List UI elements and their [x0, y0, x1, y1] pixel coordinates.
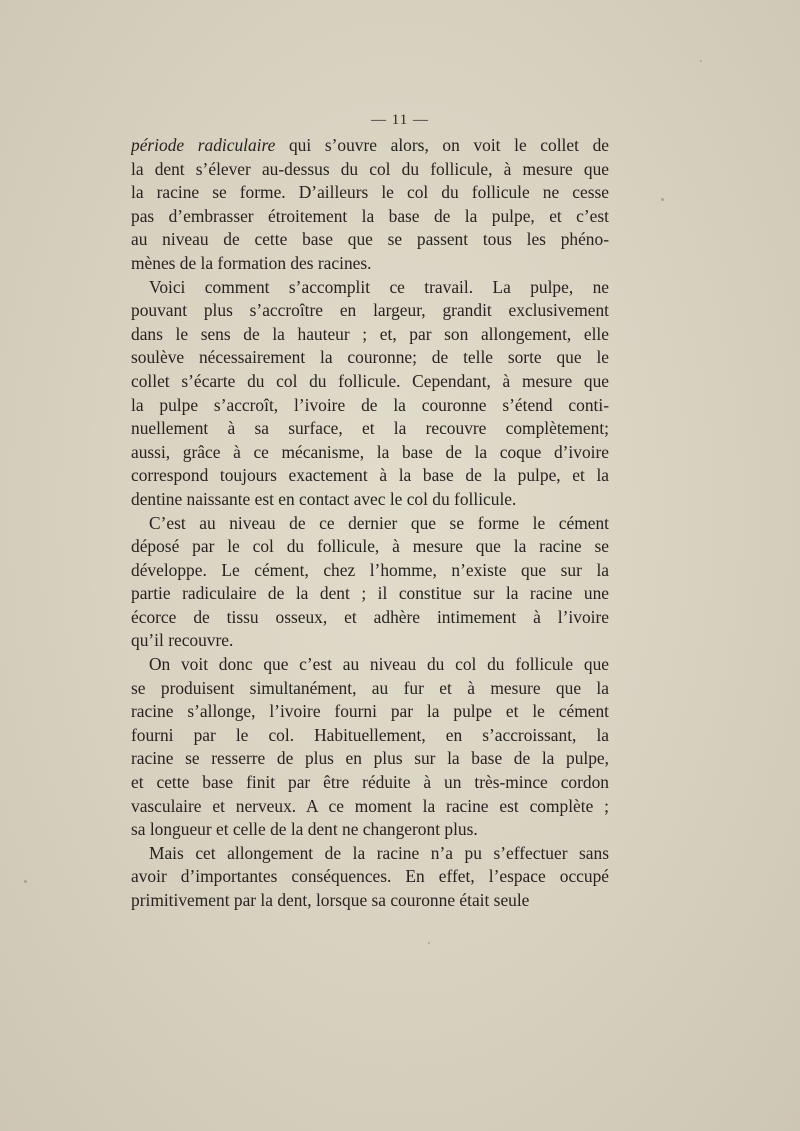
text-line	[131, 771, 609, 795]
text-line	[131, 747, 609, 771]
text-line	[131, 582, 609, 606]
line-text: fourni par le col. Habituellement, en s’accroissant, la	[131, 724, 609, 745]
text-line	[131, 559, 609, 583]
text-line	[131, 865, 609, 889]
text-line	[131, 276, 609, 300]
text-line	[131, 818, 609, 842]
paper-speck	[700, 60, 702, 62]
paragraph	[131, 134, 609, 276]
paper-speck	[661, 198, 664, 201]
page-number: — 11 —	[371, 112, 429, 128]
text-line	[131, 417, 609, 441]
text-line	[131, 629, 609, 653]
text-line	[131, 889, 609, 913]
text-line	[131, 394, 609, 418]
line-text: C’est au niveau de ce dernier que se forme le cément	[149, 512, 609, 533]
line-text: au niveau de cette base que se passent tous les phéno-	[131, 229, 609, 250]
line-text: Voici comment s’accomplit ce travail. La pulpe, ne	[149, 276, 609, 297]
line-text: pas d’embrasser étroitement la base de la pulpe, et c’est	[131, 205, 609, 226]
line-text: la pulpe s’accroît, l’ivoire de la couronne s’étend conti-	[131, 394, 609, 415]
text-line	[131, 134, 609, 158]
text-line	[131, 677, 609, 701]
line-text: qui s’ouvre alors, on voit le collet de	[275, 135, 609, 155]
line-text: la dent s’élever au-dessus du col du follicule, à mesure que	[131, 158, 609, 179]
line-text: développe. Le cément, chez l’homme, n’existe que sur la	[131, 559, 609, 580]
line-text: racine s’allonge, l’ivoire fourni par la pulpe et le cément	[131, 701, 609, 722]
line-text: partie radiculaire de la dent ; il constitue sur la racine une	[131, 583, 609, 604]
paper-speck	[24, 880, 27, 883]
text-line	[131, 535, 609, 559]
line-text: soulève nécessairement la couronne; de telle sorte que le	[131, 347, 609, 368]
text-line	[131, 653, 609, 677]
line-text: vasculaire et nerveux. A ce moment la racine est complète ;	[131, 795, 609, 816]
line-text: collet s’écarte du col du follicule. Cependant, à mesure que	[131, 370, 609, 391]
line-text: Mais cet allongement de la racine n’a pu s’effectuer sans	[149, 842, 609, 863]
line-text: qu’il recouvre.	[131, 630, 234, 651]
line-text: dans le sens de la hauteur ; et, par son allongement, elle	[131, 323, 609, 344]
text-line	[131, 346, 609, 370]
body-text	[131, 134, 609, 913]
line-text: pouvant plus s’accroître en largeur, grandit exclusivement	[131, 300, 609, 321]
paragraph	[131, 276, 609, 512]
text-line	[131, 488, 609, 512]
line-text: primitivement par la dent, lorsque sa couronne était seule	[131, 890, 530, 910]
line-text: aussi, grâce à ce mécanisme, la base de la coque d’ivoire	[131, 441, 609, 462]
line-text: écorce de tissu osseux, et adhère intimement à l’ivoire	[131, 606, 609, 627]
text-line	[131, 464, 609, 488]
text-line	[131, 724, 609, 748]
line-text: mènes de la formation des racines.	[131, 252, 372, 273]
paper-speck	[428, 942, 430, 944]
text-line	[131, 842, 609, 866]
line-text: racine se resserre de plus en plus sur la base de la pulpe,	[131, 748, 609, 769]
text-line	[131, 606, 609, 630]
line-text: sa longueur et celle de la dent ne changeront plus.	[131, 819, 478, 840]
line-text: et cette base finit par être réduite à un très-mince cordon	[131, 772, 609, 793]
line-text: la racine se forme. D’ailleurs le col du follicule ne cesse	[131, 182, 609, 203]
line-text: se produisent simultanément, au fur et à mesure que la	[131, 677, 609, 698]
text-line	[131, 181, 609, 205]
line-text: déposé par le col du follicule, à mesure que la racine se	[131, 536, 609, 557]
text-line	[131, 228, 609, 252]
text-line	[131, 370, 609, 394]
text-line	[131, 205, 609, 229]
text-line	[131, 158, 609, 182]
text-line	[131, 299, 609, 323]
paragraph	[131, 653, 609, 842]
italic-term: période radiculaire	[131, 135, 276, 155]
text-line	[131, 512, 609, 536]
text-line	[131, 252, 609, 276]
text-line	[131, 795, 609, 819]
text-line	[131, 700, 609, 724]
line-text: correspond toujours exactement à la base de la pulpe, et la	[131, 465, 609, 486]
line-text: dentine naissante est en contact avec le col du follicule.	[131, 488, 517, 509]
paragraph	[131, 842, 609, 913]
line-text: On voit donc que c’est au niveau du col du follicule que	[149, 654, 609, 675]
paragraph	[131, 512, 609, 654]
line-text: nuellement à sa surface, et la recouvre complètement;	[131, 418, 609, 439]
text-line	[131, 441, 609, 465]
text-line	[131, 323, 609, 347]
line-text: avoir d’importantes conséquences. En effet, l’espace occupé	[131, 866, 609, 887]
